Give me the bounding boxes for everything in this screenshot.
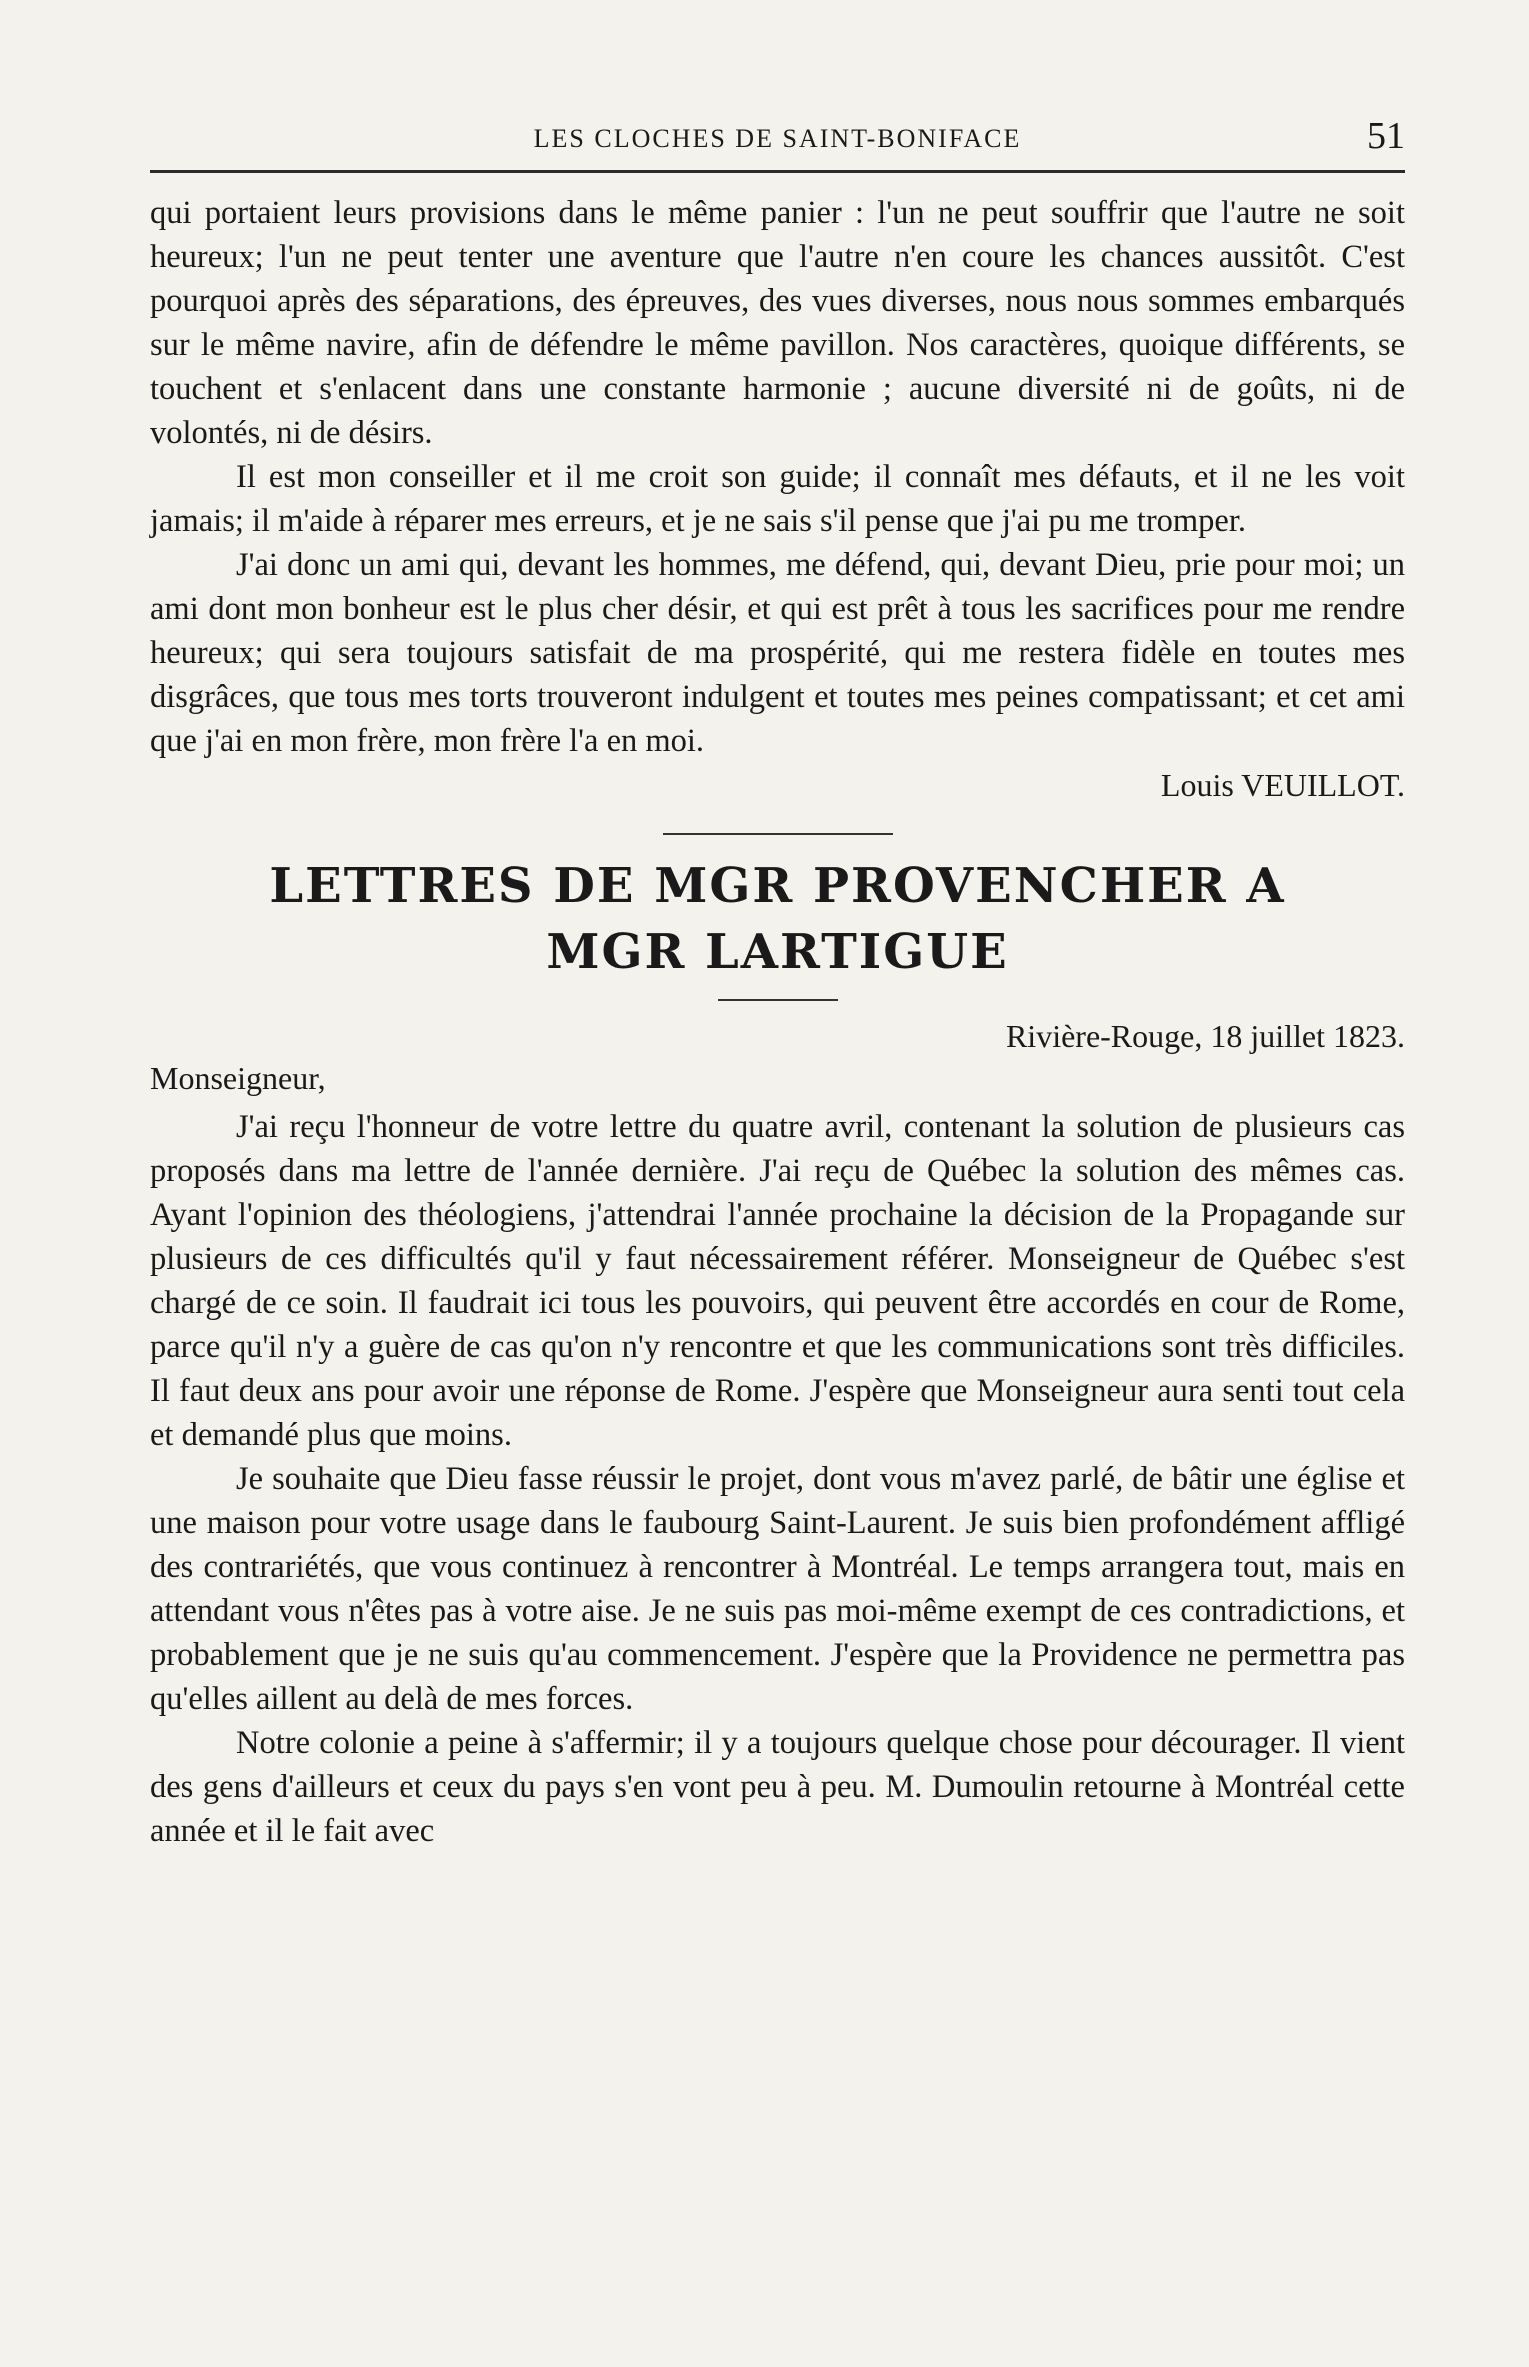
paragraph: Je souhaite que Dieu fasse réussir le projet, dont vous m'avez parlé, de bâtir une église et une maison pour votre usage dans le faubourg Saint-Laurent. Je suis bien profondément affligé des contrariétés, que vous continuez à rencontrer à Montréal. Le temps arrangera tout, mais en attendant vous n'êtes pas à votre aise. Je ne suis pas moi-même exempt de ces contradictions, et probablement que je ne suis qu'au commencement. J'espère que la Providence ne permettra pas qu'elles aillent au delà de mes forces. <box>150 1461 1405 1717</box>
first-article-text <box>150 191 1405 807</box>
paragraph: Il est mon conseiller et il me croit son guide; il connaît mes défauts, et il ne les voit jamais; il m'aide à réparer mes erreurs, et je ne sais s'il pense que j'ai pu me tromper. <box>150 459 1405 539</box>
letter-text <box>150 1105 1405 1853</box>
article-title-line-2: MGR LARTIGUE <box>546 924 1009 980</box>
section-divider <box>663 833 893 835</box>
running-header <box>150 110 1405 173</box>
book-page <box>150 110 1405 2310</box>
article-title-line-1: LETTRES DE MGR PROVENCHER A <box>269 858 1286 914</box>
author-signature: Louis VEUILLOT. <box>1160 767 1405 803</box>
paragraph: J'ai donc un ami qui, devant les hommes, me défend, qui, devant Dieu, prie pour moi; un ami dont mon bonheur est le plus cher désir, et qui est prêt à tous les sacrifices pour me rendre heureux; qui sera toujours satisfait de ma prospérité, qui me restera fidèle en toutes mes disgrâces, que tous mes torts trouveront indulgent et toutes mes peines compatissant; et cet ami que j'ai en mon frère, mon frère l'a en moi. <box>150 547 1405 759</box>
paragraph: J'ai reçu l'honneur de votre lettre du quatre avril, contenant la solution de plusieurs cas proposés dans ma lettre de l'année dernière. J'ai reçu de Québec la solution des mêmes cas. Ayant l'opinion des théologiens, j'attendrai l'année prochaine la décision de la Propagande sur plusieurs de ces difficultés qu'il y faut nécessairement référer. Monseigneur de Québec s'est chargé de ce soin. Il faudrait ici tous les pouvoirs, qui peuvent être accordés en cour de Rome, parce qu'il n'y a guère de cas qu'on n'y rencontre et que les communications sont très difficiles. Il faut deux ans pour avoir une réponse de Rome. J'espère que Monseigneur aura senti tout cela et demandé plus que moins. <box>150 1109 1405 1453</box>
article-title <box>150 853 1405 985</box>
paragraph: qui portaient leurs provisions dans le même panier : l'un ne peut souffrir que l'autre ne soit heureux; l'un ne peut tenter une aventure que l'autre n'en coure les chances aussitôt. C'est pourquoi après des séparations, des épreuves, des vues diverses, nous nous sommes embarqués sur le même navire, afin de défendre le même pavillon. Nos caractères, quoique différents, se touchent et s'enlacent dans une constante harmonie ; aucune diversité ni de goûts, ni de volontés, ni de désirs. <box>150 195 1405 451</box>
running-title: LES CLOCHES DE SAINT-BONIFACE <box>533 124 1022 153</box>
letter-place-date: Rivière-Rouge, 18 juillet 1823. <box>1005 1018 1405 1054</box>
title-divider <box>718 999 838 1001</box>
page-number: 51 <box>1367 115 1405 157</box>
paragraph: Notre colonie a peine à s'affermir; il y a toujours quelque chose pour décourager. Il vient des gens d'ailleurs et ceux du pays s'en vont peu à peu. M. Dumoulin retourne à Montréal cette année et il le fait avec <box>150 1725 1405 1849</box>
letter-salutation: Monseigneur, <box>150 1060 326 1096</box>
